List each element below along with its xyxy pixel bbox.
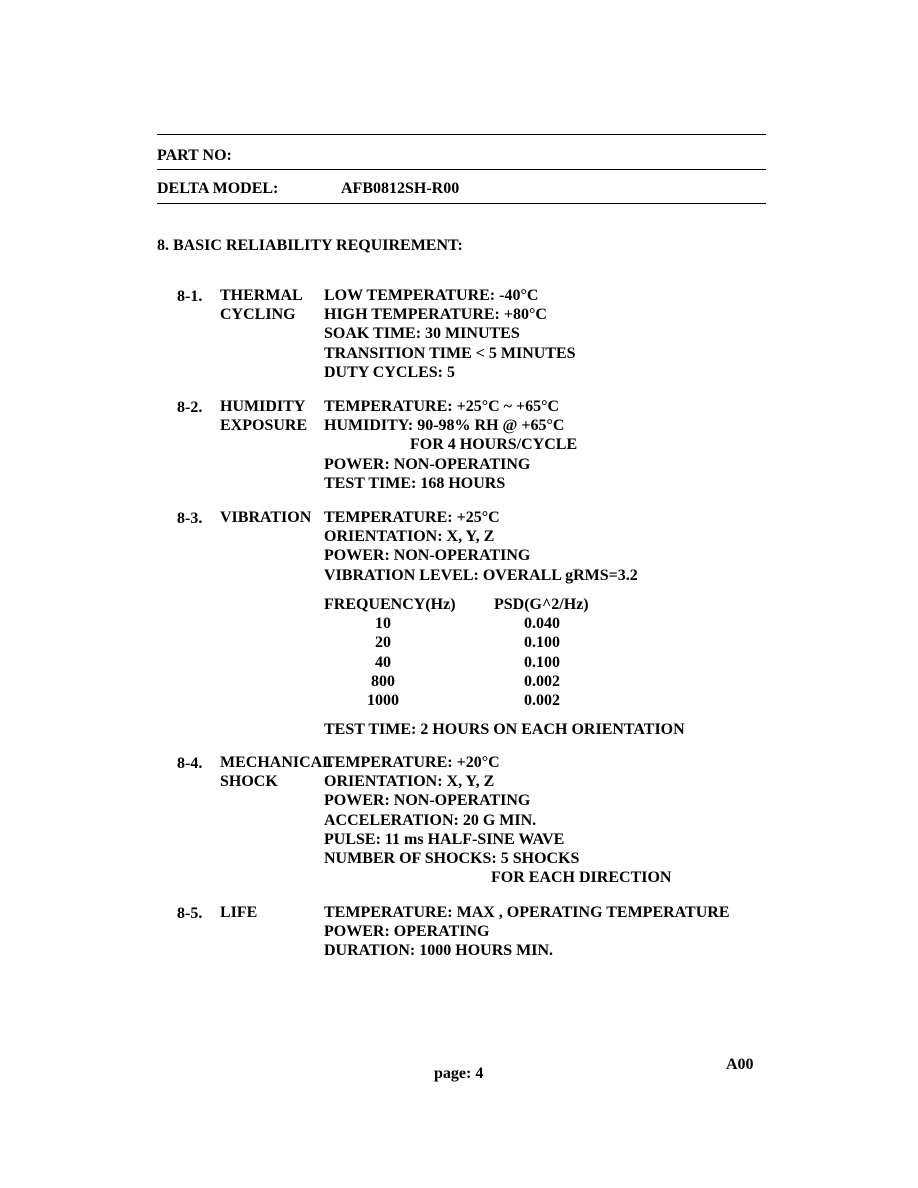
detail-line: HIGH TEMPERATURE: +80°C [324, 306, 547, 324]
item-label-line: EXPOSURE [220, 417, 308, 435]
item-number: 8-2. [177, 399, 203, 416]
detail-line: ACCELERATION: 20 G MIN. [324, 811, 537, 829]
psd-table [324, 596, 624, 711]
item-label-line: VIBRATION [220, 509, 312, 526]
detail-line: FOR EACH DIRECTION [491, 869, 672, 887]
frequency-cell: 1000 [367, 691, 399, 709]
psd-cell: 0.100 [524, 653, 560, 671]
detail-line: DUTY CYCLES: 5 [324, 363, 455, 381]
detail-line: POWER: OPERATING [324, 923, 490, 941]
detail-line: PULSE: 11 ms HALF-SINE WAVE [324, 830, 565, 848]
psd-header: PSD(G^2/Hz) [494, 596, 589, 613]
item-label-line: THERMAL [220, 287, 303, 304]
detail-line: VIBRATION LEVEL: OVERALL gRMS=3.2 [324, 566, 638, 584]
detail-line: SOAK TIME: 30 MINUTES [324, 325, 520, 343]
item-details [324, 398, 577, 494]
detail-line: HUMIDITY: 90-98% RH @ +65°C [324, 417, 565, 435]
frequency-cell: 10 [375, 615, 391, 633]
detail-line: TEMPERATURE: MAX , OPERATING TEMPERATURE [324, 904, 730, 921]
item-label-line: MECHANICAL [220, 754, 333, 771]
detail-line: ORIENTATION: X, Y, Z [324, 528, 495, 546]
part-no-label: PART NO: [157, 147, 232, 164]
detail-line: ORIENTATION: X, Y, Z [324, 773, 495, 791]
psd-cell: 0.002 [524, 672, 560, 690]
detail-line: TEMPERATURE: +20°C [324, 754, 500, 771]
table-row [324, 692, 624, 711]
detail-line: LOW TEMPERATURE: -40°C [324, 287, 539, 304]
frequency-cell: 40 [375, 653, 391, 671]
item-number: 8-1. [177, 288, 203, 305]
item-details [324, 509, 638, 586]
detail-line: POWER: NON-OPERATING [324, 792, 531, 810]
frequency-cell: 20 [375, 634, 391, 652]
frequency-cell: 800 [371, 672, 395, 690]
top-rule [157, 134, 766, 135]
revision-code: A00 [726, 1056, 754, 1073]
item-label-line: HUMIDITY [220, 398, 306, 415]
item-number: 8-3. [177, 510, 203, 527]
middle-rule [157, 169, 766, 170]
delta-model-value: AFB0812SH-R00 [341, 180, 460, 197]
item-details [324, 754, 671, 888]
item-label [220, 509, 311, 528]
item-number: 8-4. [177, 755, 203, 772]
item-label [220, 904, 257, 923]
detail-line: TEMPERATURE: +25°C [324, 509, 500, 526]
bottom-rule [157, 203, 766, 204]
item-label [220, 287, 303, 325]
item-details [324, 287, 576, 383]
vibration-test-time: TEST TIME: 2 HOURS ON EACH ORIENTATION [324, 721, 685, 738]
frequency-header: FREQUENCY(Hz) [324, 596, 456, 613]
table-row [324, 673, 624, 692]
section-title: 8. BASIC RELIABILITY REQUIREMENT: [157, 237, 463, 254]
detail-line: FOR 4 HOURS/CYCLE [410, 436, 578, 454]
item-label [220, 754, 333, 792]
detail-line: POWER: NON-OPERATING [324, 547, 531, 565]
item-label-line: CYCLING [220, 306, 296, 324]
detail-line: TEST TIME: 168 HOURS [324, 474, 506, 492]
psd-cell: 0.040 [524, 615, 560, 633]
detail-line: NUMBER OF SHOCKS: 5 SHOCKS [324, 849, 580, 867]
table-row [324, 634, 624, 653]
item-label [220, 398, 307, 436]
detail-line: TRANSITION TIME < 5 MINUTES [324, 344, 576, 362]
detail-line: DURATION: 1000 HOURS MIN. [324, 942, 554, 960]
psd-cell: 0.002 [524, 691, 560, 709]
item-label-line: SHOCK [220, 773, 278, 791]
psd-cell: 0.100 [524, 634, 560, 652]
item-label-line: LIFE [220, 904, 258, 921]
detail-line: POWER: NON-OPERATING [324, 455, 531, 473]
item-details [324, 904, 730, 962]
table-row [324, 654, 624, 673]
psd-table-header [324, 596, 624, 615]
page-number: page: 4 [434, 1065, 484, 1082]
delta-model-label: DELTA MODEL: [157, 180, 279, 197]
table-row [324, 615, 624, 634]
detail-line: TEMPERATURE: +25°C ~ +65°C [324, 398, 560, 415]
item-number: 8-5. [177, 905, 203, 922]
